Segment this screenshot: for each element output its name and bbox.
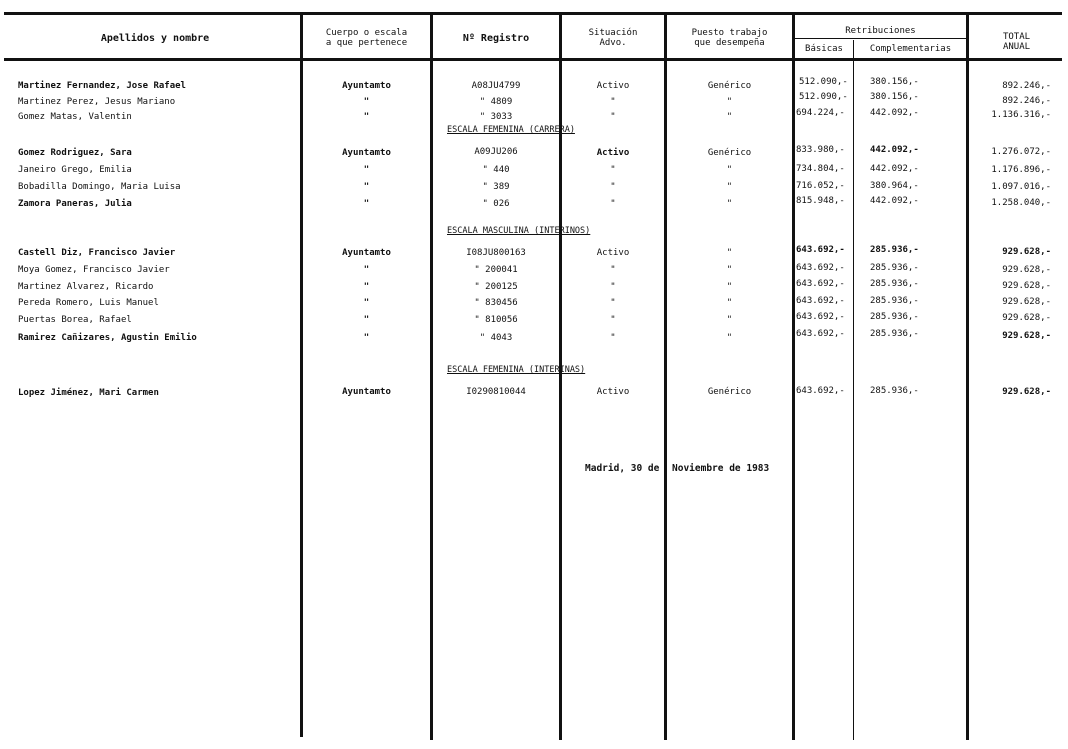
row-situacion: " [610, 182, 616, 192]
row-puesto: Genérico [707, 387, 752, 397]
row-cuerpo: " [363, 315, 370, 325]
row-nombre: Puertas Borea, Rafael [18, 315, 132, 325]
row-registro: A08JU4799 [471, 81, 521, 91]
row-registro: " 830456 [474, 298, 518, 308]
row-puesto: " [726, 333, 733, 343]
row-complementarias: 442.092,- [870, 196, 919, 206]
row-puesto: " [726, 199, 733, 209]
row-total: 1.276.072,- [991, 147, 1051, 157]
column-rule [792, 12, 795, 740]
row-complementarias: 285.936,- [870, 329, 919, 339]
column-rule [966, 12, 969, 740]
row-cuerpo: Ayuntamto [342, 248, 391, 258]
header-puesto-1: Puesto trabajo [691, 28, 768, 38]
header-basicas: Básicas [805, 44, 843, 54]
row-puesto: " [726, 182, 733, 192]
row-situacion: Activo [596, 387, 630, 397]
row-cuerpo: " [363, 112, 370, 122]
header-total-2: ANUAL [1002, 42, 1031, 52]
row-total: 929.628,- [1002, 281, 1051, 291]
row-registro: " 3033 [479, 112, 513, 122]
row-basicas: 694.224,- [796, 108, 845, 118]
row-nombre: Gomez Rodriguez, Sara [18, 148, 132, 158]
row-complementarias: 285.936,- [870, 263, 919, 273]
row-nombre: Martinez Perez, Jesus Mariano [18, 97, 176, 107]
row-registro: " 200125 [474, 282, 518, 292]
footer-date-left: Madrid, 30 de [585, 463, 660, 474]
row-basicas: 643.692,- [796, 296, 845, 306]
row-basicas: 643.692,- [796, 312, 845, 322]
row-basicas: 512.090,- [799, 77, 848, 87]
row-basicas: 643.692,- [796, 263, 845, 273]
row-basicas: 734.804,- [796, 164, 845, 174]
row-total: 1.258.040,- [991, 198, 1051, 208]
row-registro: " 810056 [474, 315, 518, 325]
row-basicas: 643.692,- [796, 245, 845, 255]
header-retribuciones: Retribuciones [845, 26, 916, 36]
row-complementarias: 380.156,- [870, 77, 919, 87]
row-complementarias: 380.964,- [870, 181, 919, 191]
row-complementarias: 285.936,- [870, 312, 919, 322]
header-total-1: TOTAL [1002, 32, 1031, 42]
row-situacion: " [610, 315, 616, 325]
row-registro: A09JU206 [474, 147, 518, 157]
row-complementarias: 285.936,- [870, 296, 919, 306]
row-puesto: " [726, 112, 733, 122]
row-total: 1.136.316,- [991, 110, 1051, 120]
footer-date-right: Noviembre de 1983 [672, 463, 770, 474]
row-puesto: " [726, 282, 733, 292]
row-complementarias: 285.936,- [870, 245, 919, 255]
row-total: 929.628,- [1002, 331, 1051, 341]
top-rule [4, 12, 1062, 15]
row-total: 892.246,- [1002, 81, 1051, 91]
row-nombre: Pereda Romero, Luis Manuel [18, 298, 159, 308]
row-nombre: Martinez Alvarez, Ricardo [18, 282, 154, 292]
row-nombre: Moya Gomez, Francisco Javier [18, 265, 170, 275]
row-complementarias: 380.156,- [870, 92, 919, 102]
row-puesto: " [726, 298, 733, 308]
row-cuerpo: " [363, 165, 370, 175]
row-complementarias: 442.092,- [870, 164, 919, 174]
row-puesto: " [726, 248, 733, 258]
row-basicas: 716.052,- [796, 181, 845, 191]
header-cuerpo-1: Cuerpo o escala [325, 28, 408, 38]
row-puesto: " [726, 265, 733, 275]
row-situacion: Activo [596, 248, 630, 258]
header-registro: Nº Registro [462, 33, 530, 44]
row-cuerpo: Ayuntamto [342, 148, 391, 158]
column-rule-thin [853, 40, 854, 740]
row-nombre: Ramirez Cañizares, Agustin Emilio [18, 333, 197, 343]
row-basicas: 815.948,- [796, 196, 845, 206]
row-nombre: Castell Diz, Francisco Javier [18, 248, 176, 258]
row-nombre: Lopez Jiménez, Mari Carmen [18, 388, 159, 398]
row-puesto: " [726, 315, 733, 325]
row-total: 1.176.896,- [991, 165, 1051, 175]
retribuciones-rule [795, 38, 966, 39]
row-puesto: Genérico [707, 148, 752, 158]
row-complementarias: 442.092,- [870, 145, 919, 155]
row-situacion: Activo [596, 148, 630, 158]
row-nombre: Zamora Paneras, Julia [18, 199, 132, 209]
row-situacion: " [610, 199, 616, 209]
row-nombre: Bobadilla Domingo, Maria Luisa [18, 182, 181, 192]
row-nombre: Janeiro Grego, Emilia [18, 165, 132, 175]
row-registro: I0290810044 [466, 387, 526, 397]
header-situacion-2: Advo. [599, 38, 627, 48]
row-registro: " 4043 [479, 333, 513, 343]
row-situacion: " [610, 298, 616, 308]
row-basicas: 833.980,- [796, 145, 845, 155]
row-cuerpo: Ayuntamto [342, 81, 391, 91]
row-complementarias: 285.936,- [870, 279, 919, 289]
row-complementarias: 285.936,- [870, 386, 919, 396]
row-cuerpo: " [363, 199, 370, 209]
row-registro: " 440 [482, 165, 510, 175]
row-cuerpo: Ayuntamto [342, 387, 391, 397]
row-puesto: " [726, 165, 733, 175]
row-basicas: 512.090,- [799, 92, 848, 102]
row-cuerpo: " [363, 97, 370, 107]
row-basicas: 643.692,- [796, 329, 845, 339]
row-registro: I08JU800163 [466, 248, 526, 258]
row-nombre: Martinez Fernandez, Jose Rafael [18, 81, 186, 91]
row-puesto: Genérico [707, 81, 752, 91]
section-label: ESCALA FEMENINA (CARRERA) [447, 125, 575, 135]
row-total: 929.628,- [1002, 313, 1051, 323]
row-puesto: " [726, 97, 733, 107]
header-situacion-1: Situación [588, 28, 638, 38]
row-total: 1.097.016,- [991, 182, 1051, 192]
row-cuerpo: " [363, 282, 370, 292]
row-situacion: " [610, 333, 616, 343]
row-total: 929.628,- [1002, 247, 1051, 257]
row-cuerpo: " [363, 298, 370, 308]
row-total: 929.628,- [1002, 387, 1051, 397]
row-basicas: 643.692,- [796, 386, 845, 396]
section-label: ESCALA MASCULINA (INTERINOS) [447, 226, 591, 236]
row-total: 929.628,- [1002, 265, 1051, 275]
header-nombre: Apellidos y nombre [100, 33, 210, 44]
row-registro: " 4809 [479, 97, 513, 107]
row-complementarias: 442.092,- [870, 108, 919, 118]
row-basicas: 643.692,- [796, 279, 845, 289]
row-situacion: " [610, 97, 616, 107]
header-complementarias: Complementarias [869, 44, 952, 54]
section-label: ESCALA FEMENINA (INTERINAS) [447, 365, 586, 375]
row-situacion: Activo [596, 81, 630, 91]
header-cuerpo-2: a que pertenece [325, 38, 408, 48]
row-nombre: Gomez Matas, Valentin [18, 112, 132, 122]
row-cuerpo: " [363, 333, 370, 343]
row-situacion: " [610, 165, 616, 175]
row-situacion: " [610, 112, 616, 122]
row-registro: " 389 [482, 182, 510, 192]
row-cuerpo: " [363, 265, 370, 275]
row-cuerpo: " [363, 182, 370, 192]
row-registro: " 026 [482, 199, 510, 209]
row-situacion: " [610, 282, 616, 292]
row-situacion: " [610, 265, 616, 275]
header-puesto-2: que desempeña [694, 38, 765, 48]
header-bottom-rule [4, 58, 1062, 61]
row-registro: " 200041 [474, 265, 518, 275]
row-total: 892.246,- [1002, 96, 1051, 106]
row-total: 929.628,- [1002, 297, 1051, 307]
